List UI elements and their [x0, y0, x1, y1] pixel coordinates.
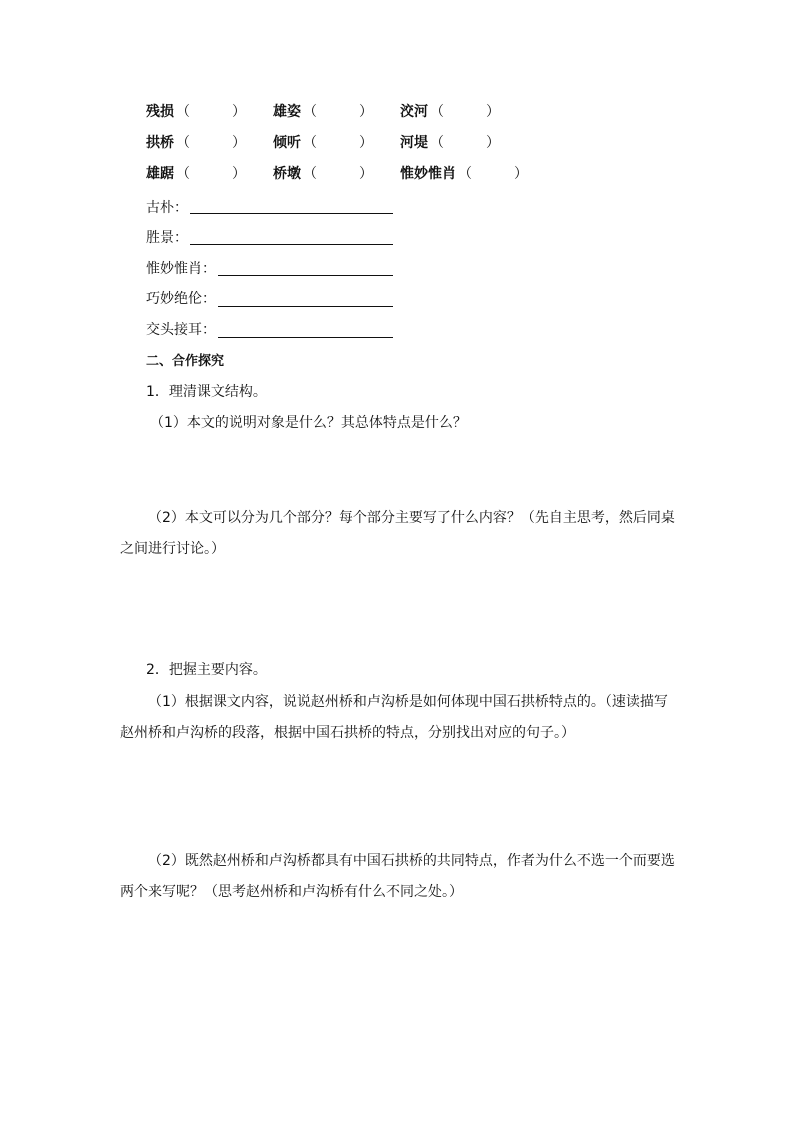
term-blank: （ ） [176, 104, 246, 120]
question-item: （2）既然赵州桥和卢沟桥都具有中国石拱桥的共同特点，作者为什么不选一个而要选两个来写呢？（思考赵州桥和卢沟桥有什么不同之处。） [120, 853, 675, 900]
question-item: （1）本文的说明对象是什么？其总体特点是什么？ [150, 415, 467, 431]
term-blank: （ ） [430, 104, 500, 120]
term: 雄踞 [146, 166, 174, 182]
term-blank: （ ） [303, 166, 373, 182]
question-item: （1）根据课文内容，说说赵州桥和卢沟桥是如何体现中国石拱桥特点的。（速读描写赵州桥和卢沟桥的段落，根据中国石拱桥的特点，分别找出对应的句子。） [120, 694, 668, 741]
definition-label: 古朴： [146, 200, 188, 216]
term: 洨河 [400, 104, 428, 120]
answer-line[interactable] [218, 337, 393, 338]
question-item: （2）本文可以分为几个部分？每个部分主要写了什么内容？（先自主思考，然后同桌之间进行讨论。） [120, 510, 675, 557]
term-blank: （ ） [458, 166, 528, 182]
term-blank: （ ） [303, 104, 373, 120]
definition-label: 交头接耳： [146, 322, 216, 338]
definition-label: 胜景： [146, 230, 188, 246]
question-title: 1．理清课文结构。 [146, 384, 267, 400]
answer-line[interactable] [190, 213, 393, 214]
definition-label: 惟妙惟肖： [146, 261, 216, 277]
answer-line[interactable] [218, 306, 393, 307]
term: 惟妙惟肖 [400, 166, 456, 182]
term-blank: （ ） [176, 135, 246, 151]
term-blank: （ ） [303, 135, 373, 151]
term: 拱桥 [146, 135, 174, 151]
answer-line[interactable] [190, 244, 393, 245]
term: 雄姿 [273, 104, 301, 120]
term: 河堤 [400, 135, 428, 151]
question-title: 2．把握主要内容。 [146, 662, 267, 678]
term: 残损 [146, 104, 174, 120]
term-blank: （ ） [430, 135, 500, 151]
term: 倾听 [273, 135, 301, 151]
term-blank: （ ） [176, 166, 246, 182]
section-heading: 二、合作探究 [146, 354, 225, 369]
term: 桥墩 [273, 166, 301, 182]
definition-label: 巧妙绝伦： [146, 291, 216, 307]
answer-line[interactable] [218, 275, 393, 276]
